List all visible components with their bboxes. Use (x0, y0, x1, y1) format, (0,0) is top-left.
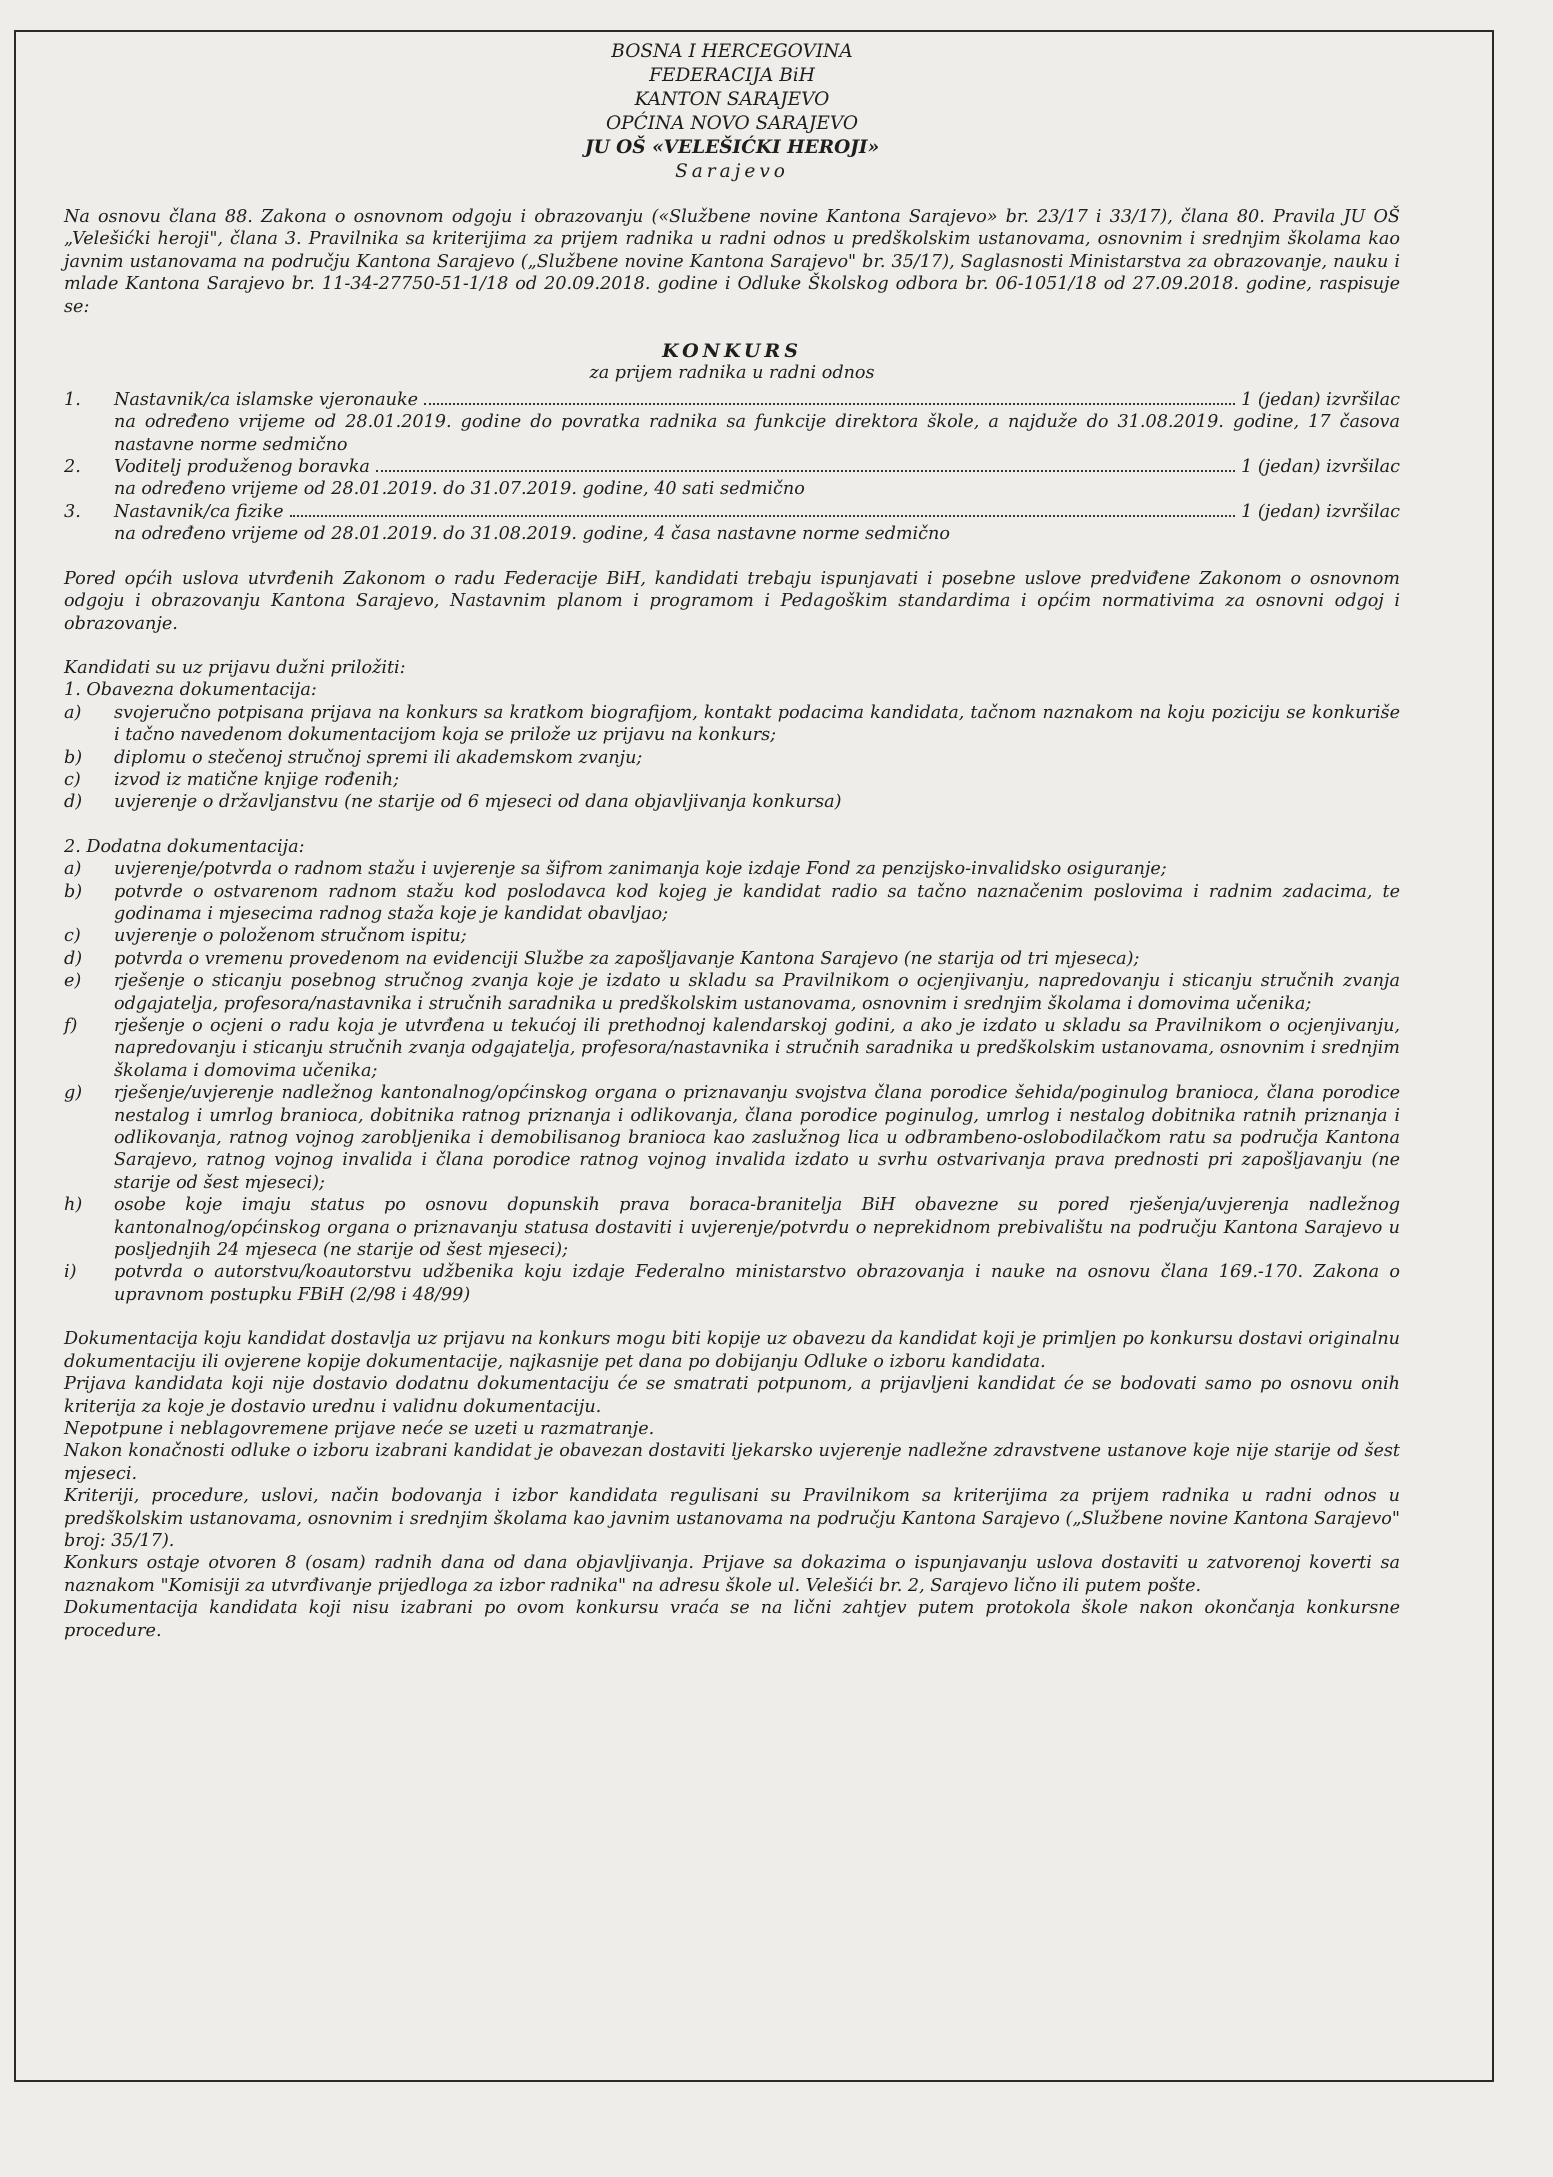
list-text: uvjerenje o državljanstvu (ne starije od 6 mjeseci od dana objavljivanja konkursa) (114, 792, 842, 813)
document-title: KONKURS (662, 340, 802, 363)
list-marker: c) (64, 926, 81, 947)
position-detail: na određeno vrijeme od 28.01.2019. do 31.07.2019. godine, 40 sati sedmično (114, 479, 805, 500)
list-item (64, 948, 1400, 970)
closing-paragraph: Nakon konačnosti odluke o izboru izabrani kandidat je obavezan dostaviti ljekarsko uvjerenje nadležne zdravstvene ustanove koje nije starije od šest mjeseci. (64, 1441, 1400, 1484)
list-text: rješenje/uvjerenje nadležnog kantonalnog/općinskog organa o priznavanju svojstva člana porodice šehida/poginulog branioca, člana porodice nestalog i umrlog branioca, dobitnika ratnog priznanja i odlikovanja, člana porodice poginulog, umrlog i nestalog dobitnika ratnih priznanja i odlikovanja, ratnog vojnog zarobljenika i demobilisanog branioca kao zaslužnog lica u odbrambeno-oslobodilačkom ratu sa područja Kantona Sarajevo, ratnog vojnog invalida i člana porodice ratnog vojnog invalida izdato u svrhu ostvarivanja prava prednosti pri zapošljavanju (ne starije od šest mjeseci); (114, 1083, 1400, 1193)
list-item (64, 791, 1400, 813)
list-marker: e) (64, 971, 82, 992)
intro-paragraph: Na osnovu člana 88. Zakona o osnovnom odgoju i obrazovanju («Službene novine Kantona Sarajevo» br. 23/17 i 33/17), člana 80. Pravila JU OŠ „Velešićki heroji", člana 3. Pravilnika sa kriterijima za prijem radnika u radni odnos u predškolskim ustanovama, osnovnim i srednjim školama kao javnim ustanovama na području Kantona Sarajevo („Službene novine Kantona Sarajevo" br. 35/17), Saglasnosti Ministarstva za obrazovanje, nauku i mlade Kantona Sarajevo br. 11-34-27750-51-1/18 od 20.09.2018. godine i Odluke Školskog odbora br. 06-1051/18 od 27.09.2018. godine, raspisuje se: (64, 207, 1400, 317)
position-count: 1 (jedan) izvršilac (1241, 501, 1400, 522)
list-item (64, 702, 1400, 747)
document-title-block (64, 340, 1400, 385)
list-item (64, 970, 1400, 1015)
position-item (64, 389, 1400, 456)
dot-leader (290, 515, 1235, 517)
positions-list (64, 389, 1400, 546)
list-text: rješenje o sticanju posebnog stručnog zvanja koje je izdato u skladu sa Pravilnikom o ocjenjivanju, napredovanju i sticanju stručnih zvanja odgajatelja, profesora/nastavnika i stručnih saradnika u predškolskim ustanovama, osnovnim i srednjim školama i domovima učenika; (114, 971, 1400, 1014)
list-marker: f) (64, 1016, 78, 1036)
list-item (64, 858, 1400, 880)
docs-intro: Kandidati su uz prijavu dužni priložiti: (64, 657, 406, 678)
position-detail: na određeno vrijeme od 28.01.2019. do 31.08.2019. godine, 4 časa nastavne norme sedmično (114, 524, 950, 545)
list-item (64, 1082, 1400, 1194)
document-subtitle: za prijem radnika u radni odnos (589, 363, 875, 384)
list-text: uvjerenje o položenom stručnom ispitu; (114, 926, 467, 947)
list-text: svojeručno potpisana prijava na konkurs sa kratkom biografijom, kontakt podacima kandidata, tačnom naznakom na koju poziciju se konkuriše i tačno navedenom dokumentacijom koja se prilože uz prijavu na konkurs; (114, 702, 1400, 746)
list-marker: c) (64, 769, 81, 790)
list-text: diplomu o stečenoj stručnoj spremi ili akademskom zvanju; (114, 747, 643, 768)
list-marker: h) (64, 1195, 83, 1216)
letterhead-country: BOSNA I HERCEGOVINA (611, 41, 853, 62)
list-item (64, 1261, 1400, 1306)
list-marker: i) (64, 1262, 77, 1283)
dot-leader (424, 403, 1235, 405)
list-marker: b) (64, 747, 83, 768)
closing-paragraph: Nepotpune i neblagovremene prijave neće se uzeti u razmatranje. (64, 1418, 655, 1439)
list-item (64, 925, 1400, 947)
closing-paragraph: Konkurs ostaje otvoren 8 (osam) radnih dana od dana objavljivanja. Prijave sa dokazima o ispunjavanju uslova dostaviti u zatvorenoj koverti sa naznakom "Komisiji za utvrđivanje prijedloga za izbor radnika" na adresu škole ul. Velešići br. 2, Sarajevo lično ili putem pošte. (64, 1553, 1400, 1596)
closing-paragraph: Kriteriji, procedure, uslovi, način bodovanja i izbor kandidata regulisani su Pravilnikom sa kriterijima za prijem radnika u radni odnos u predškolskim ustanovama, osnovnim i srednjim školama kao javnim ustanovama na području Kantona Sarajevo („Službene novine Kantona Sarajevo" broj: 35/17). (64, 1486, 1400, 1551)
list-marker: g) (64, 1083, 83, 1104)
position-item (64, 456, 1400, 501)
list-marker: a) (64, 859, 82, 880)
additional-list (64, 858, 1400, 1306)
list-marker: d) (64, 948, 83, 969)
list-text: potvrda o autorstvu/koautorstvu udžbenika koju izdaje Federalno ministarstvo obrazovanja i nauke na osnovu člana 169.-170. Zakona o upravnom postupku FBiH (2/98 i 48/99) (114, 1262, 1400, 1305)
position-name: Voditelj produženog boravka (114, 457, 370, 478)
position-number: 3. (64, 501, 81, 522)
list-text: uvjerenje/potvrda o radnom stažu i uvjerenje sa šifrom zanimanja koje izdaje Fond za penzijsko-invalidsko osiguranje; (114, 859, 1167, 880)
position-number: 1. (64, 389, 81, 410)
closing-paragraph: Prijava kandidata koji nije dostavio dodatnu dokumentaciju će se smatrati potpunom, a prijavljeni kandidat će se bodovati samo po osnovu onih kriterija za koje je dostavio urednu i validnu dokumentaciju. (64, 1374, 1400, 1417)
list-marker: b) (64, 881, 83, 902)
closing-section (64, 1328, 1400, 1642)
list-marker: d) (64, 792, 83, 813)
letterhead-school: JU OŠ «VELEŠIĆKI HEROJI» (584, 137, 880, 158)
letterhead-municipality: OPĆINA NOVO SARAJEVO (605, 113, 859, 134)
list-item (64, 769, 1400, 791)
list-item (64, 747, 1400, 769)
dot-leader (376, 470, 1235, 472)
list-item (64, 1194, 1400, 1261)
additional-heading: 2. Dodatna dokumentacija: (64, 836, 305, 857)
closing-paragraph: Dokumentacija kandidata koji nisu izabrani po ovom konkursu vraća se na lični zahtjev putem protokola škole nakon okončanja konkursne procedure. (64, 1598, 1400, 1641)
list-text: potvrda o vremenu provedenom na evidenciji Službe za zapošljavanje Kantona Sarajevo (ne starija od tri mjeseca); (114, 948, 1140, 969)
mandatory-heading: 1. Obavezna dokumentacija: (64, 680, 317, 701)
general-conditions: Pored općih uslova utvrđenih Zakonom o radu Federacije BiH, kandidati trebaju ispunjavati i posebne uslove predviđene Zakonom o osnovnom odgoju i obrazovanju Kantona Sarajevo, Nastavnim planom i programom i Pedagoškim standardima i općim normativima za osnovni odgoj i obrazovanje. (64, 568, 1400, 634)
letterhead (64, 40, 1400, 184)
position-name: Nastavnik/ca islamske vjeronauke (114, 389, 419, 410)
letterhead-canton: KANTON SARAJEVO (634, 89, 830, 110)
closing-paragraph: Dokumentacija koju kandidat dostavlja uz prijavu na konkurs mogu biti kopije uz obavezu da kandidat koji je primljen po konkursu dostavi originalnu dokumentaciju ili ovjerene kopije dokumentacije, najkasnije pet dana po dobijanju Odluke o izboru kandidata. (64, 1329, 1400, 1372)
position-count: 1 (jedan) izvršilac (1241, 457, 1400, 478)
position-name: Nastavnik/ca fizike (114, 501, 284, 522)
letterhead-city: Sarajevo (675, 161, 789, 182)
position-item (64, 501, 1400, 546)
mandatory-list (64, 702, 1400, 814)
document-content (64, 40, 1400, 1642)
list-item (64, 881, 1400, 926)
list-item (64, 1015, 1400, 1082)
list-text: izvod iz matične knjige rođenih; (114, 769, 400, 790)
list-text: osobe koje imaju status po osnovu dopunskih prava boraca-branitelja BiH obavezne su pored rješenja/uvjerenja nadležnog kantonalnog/općinskog organa o priznavanju statusa dostaviti i uvjerenje/potvrdu o neprekidnom prebivalištu na području Kantona Sarajevo u posljednjih 24 mjeseca (ne starije od šest mjeseci); (114, 1195, 1400, 1261)
position-detail: na određeno vrijeme od 28.01.2019. godine do povratka radnika sa funkcije direktora škole, a najduže do 31.08.2019. godine, 17 časova nastavne norme sedmično (114, 412, 1400, 455)
list-text: rješenje o ocjeni o radu koja je utvrđena u tekućoj ili prethodnoj kalendarskoj godini, a ako je izdato u skladu sa Pravilnikom o ocjenjivanju, napredovanju i sticanju stručnih zvanja odgajatelja, profesora/nastavnika i stručnih saradnika u predškolskim ustanovama, osnovnim i srednjim školama i domovima učenika; (114, 1016, 1400, 1081)
list-text: potvrde o ostvarenom radnom stažu kod poslodavca kod kojeg je kandidat radio sa tačno naznačenim poslovima i radnim zadacima, te godinama i mjesecima radnog staža koje je kandidat obavljao; (114, 881, 1400, 924)
position-count: 1 (jedan) izvršilac (1241, 389, 1400, 410)
list-marker: a) (64, 702, 82, 723)
letterhead-federation: FEDERACIJA BiH (649, 65, 815, 86)
position-number: 2. (64, 457, 81, 478)
